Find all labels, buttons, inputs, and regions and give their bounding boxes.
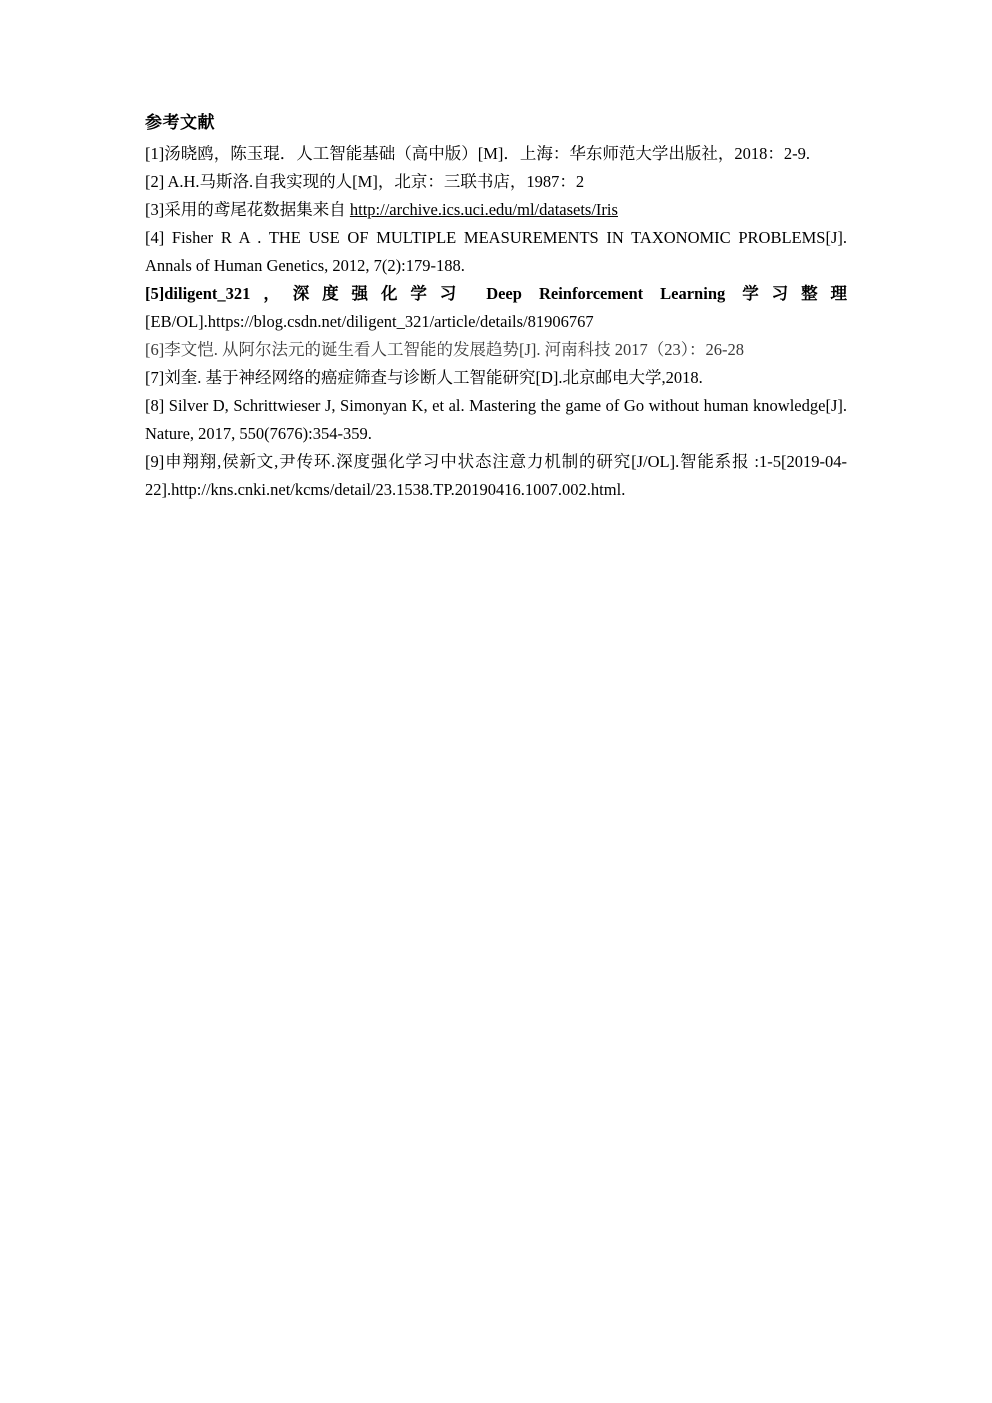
- reference-item-3: [145, 196, 847, 224]
- document-body: [145, 110, 847, 504]
- page-title: 参考文献: [145, 113, 215, 132]
- reference-item-2: [2] A.H.马斯洛.自我实现的人[M]，北京：三联书店，1987：2: [145, 172, 585, 191]
- reference-item-9: [9]申翔翔,侯新文,尹传环.深度强化学习中状态注意力机制的研究[J/OL].智能系报 :1-5[2019-04-22].http://kns.cnki.net/kcms/detail/23.1538.TP.20190416.1007.002.html.: [145, 452, 847, 499]
- reference-item-6: [6]李文恺. 从阿尔法元的诞生看人工智能的发展趋势[J]. 河南科技 2017（23）：26-28: [145, 340, 745, 359]
- reference-item-5: [145, 280, 847, 336]
- reference-3-prefix: [3]采用的鸢尾花数据集来自: [145, 200, 350, 219]
- reference-5-normal-part: [EB/OL].https://blog.csdn.net/diligent_321/article/details/81906767: [145, 312, 594, 331]
- reference-item-4: [4] Fisher R A . THE USE OF MULTIPLE MEASUREMENTS IN TAXONOMIC PROBLEMS[J]. Annals of Human Genetics, 2012, 7(2):179-188.: [145, 228, 847, 275]
- iris-dataset-link[interactable]: http://archive.ics.uci.edu/ml/datasets/Iris: [349, 200, 618, 219]
- reference-item-8: [8] Silver D, Schrittwieser J, Simonyan K, et al. Mastering the game of Go without human knowledge[J]. Nature, 2017, 550(7676):354-359.: [145, 396, 847, 443]
- reference-5-bold-part: [5]diligent_321，深度强化学习 Deep Reinforcement Learning 学习整理: [145, 284, 847, 303]
- reference-item-7: [7]刘奎. 基于神经网络的癌症筛查与诊断人工智能研究[D].北京邮电大学,2018.: [145, 368, 703, 387]
- reference-item-1: [1]汤晓鸥，陈玉琨．人工智能基础（高中版）[M]．上海：华东师范大学出版社，2018：2-9.: [145, 144, 811, 163]
